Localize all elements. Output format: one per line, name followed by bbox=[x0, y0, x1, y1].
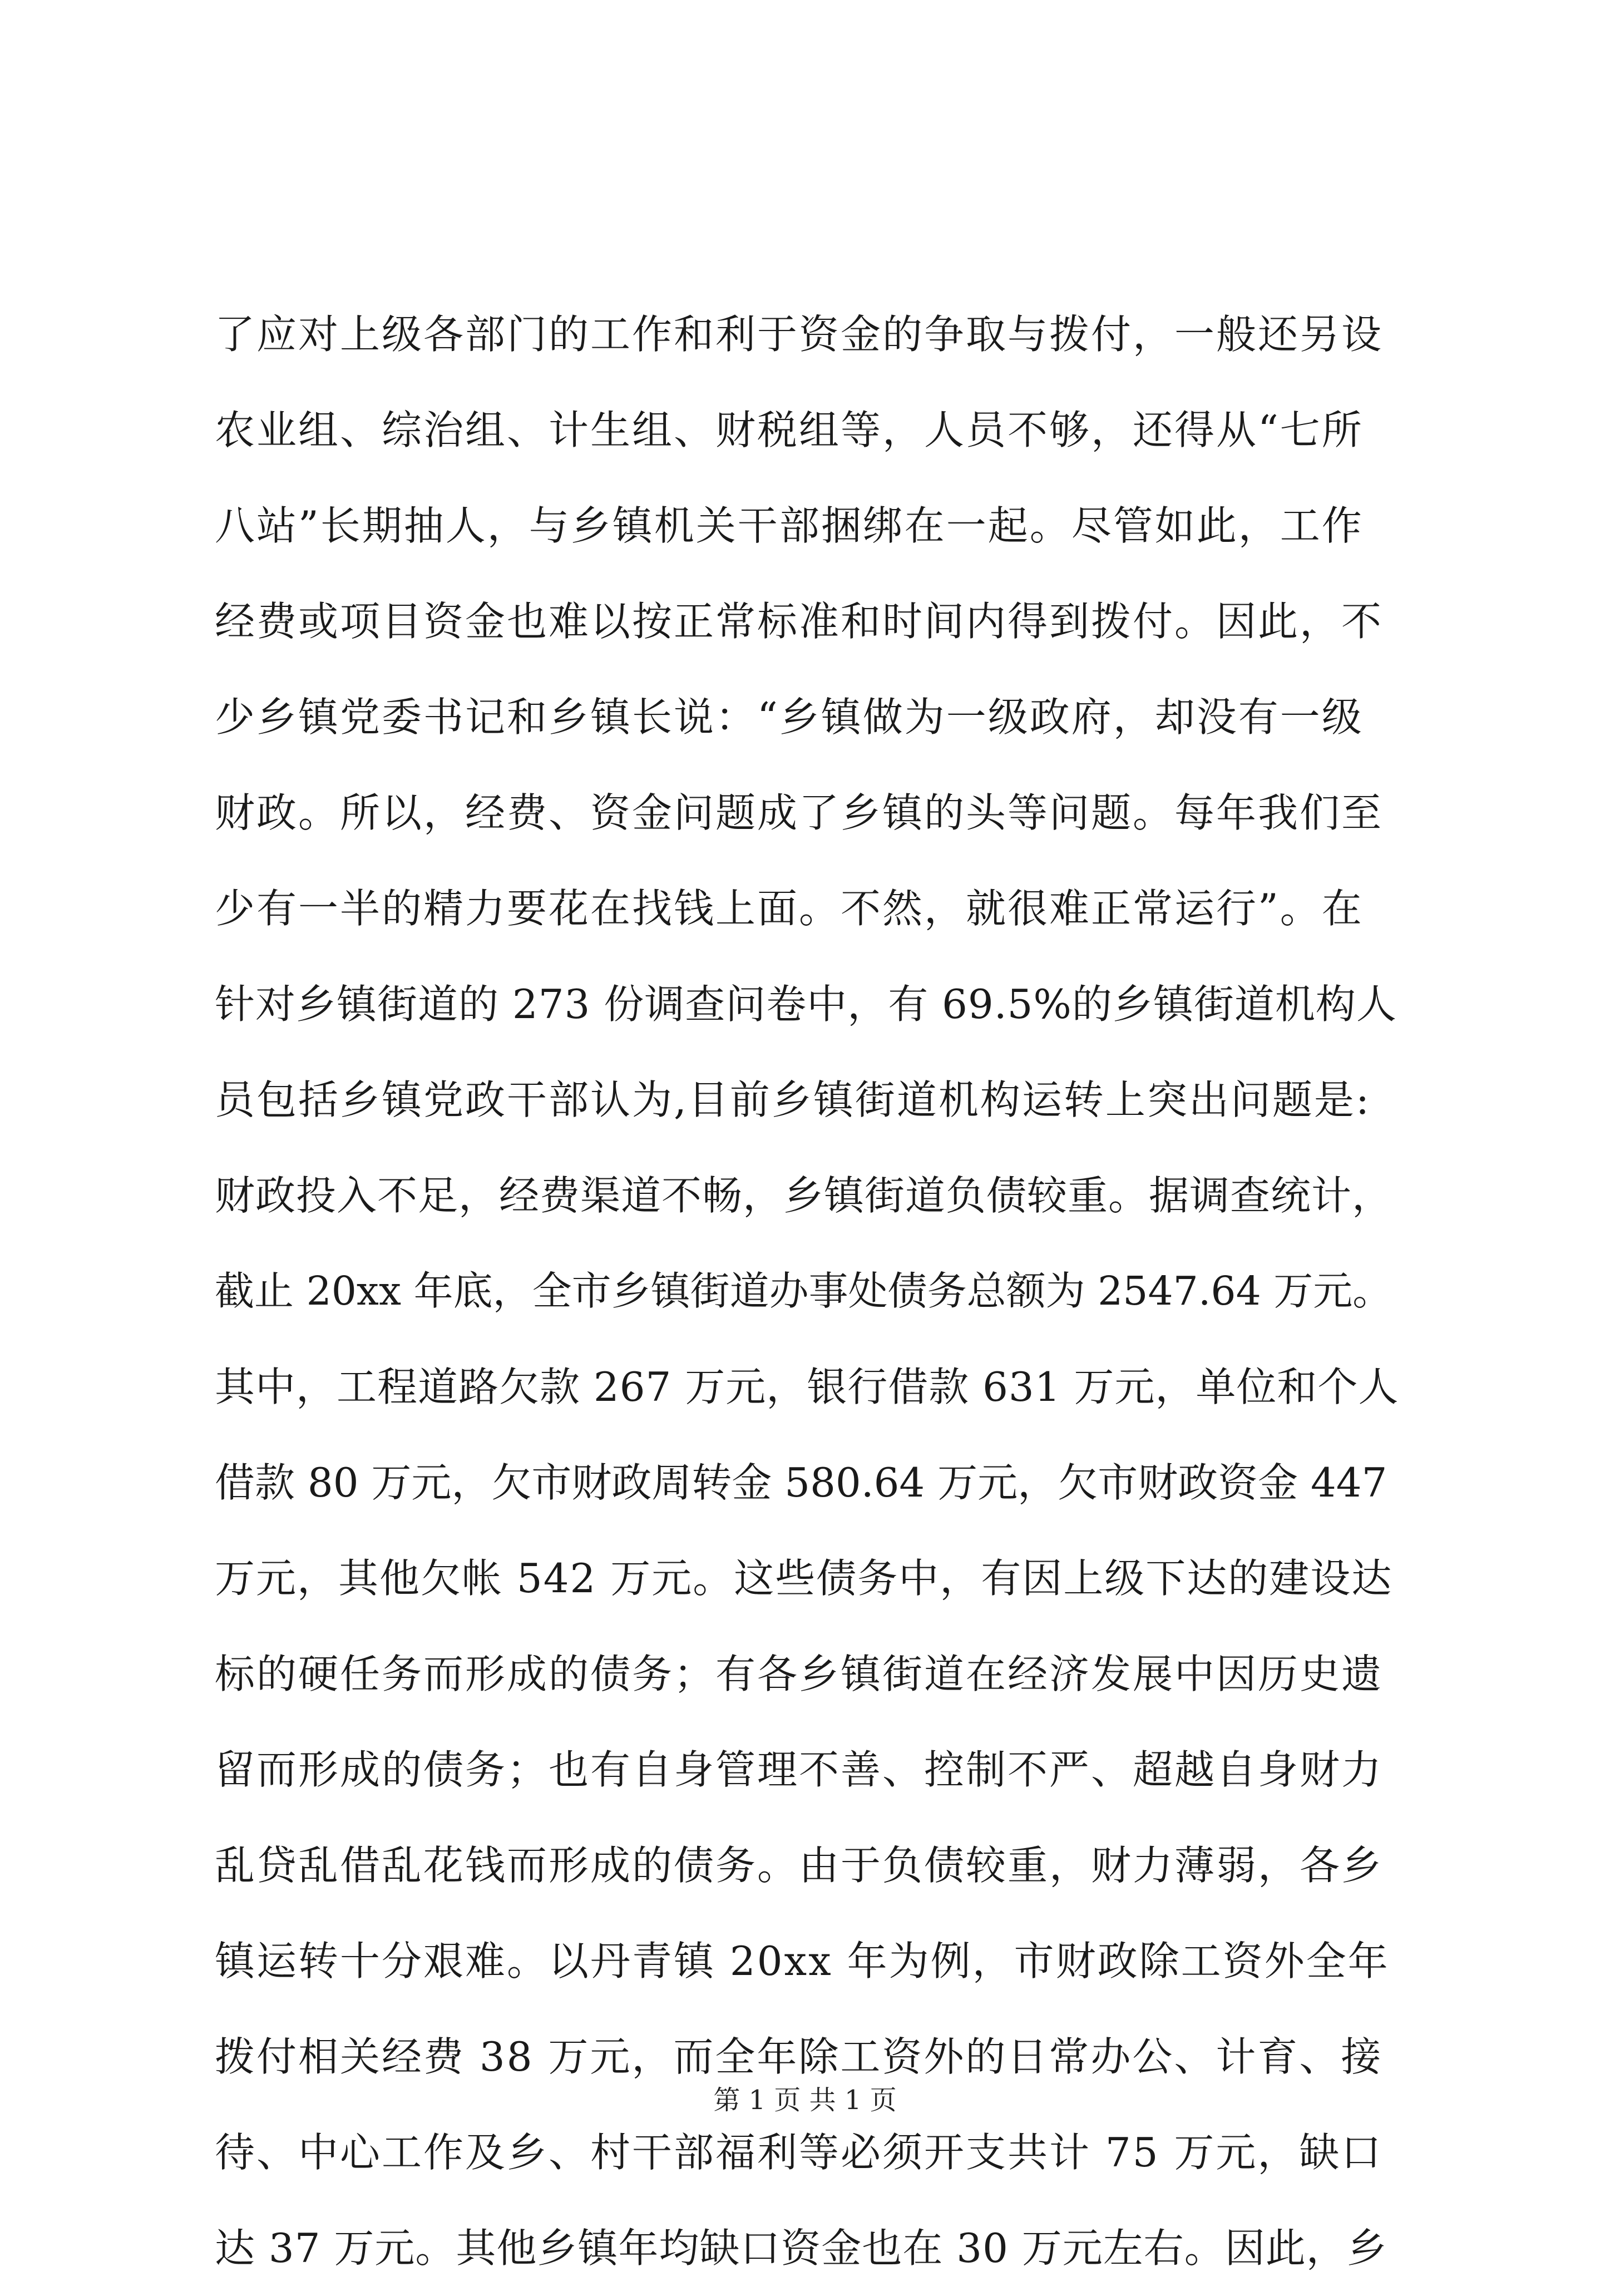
text-line: 镇运转十分艰难。以丹青镇 20xx 年为例，市财政除工资外全年 bbox=[215, 1938, 1390, 1984]
text-line: 待、中心工作及乡、村干部福利等必须开支共计 75 万元，缺口 bbox=[215, 2129, 1383, 2176]
text-line: 了应对上级各部门的工作和利于资金的争取与拨付，一般还另设 bbox=[215, 311, 1384, 358]
text-line: 达 37 万元。其他乡镇年均缺口资金也在 30 万元左右。因此，乡 bbox=[215, 2225, 1387, 2272]
text-line: 万元，其他欠帐 542 万元。这些债务中，有因上级下达的建设达 bbox=[215, 1555, 1393, 1602]
text-line: 财政投入不足，经费渠道不畅，乡镇街道负债较重。据调查统计， bbox=[215, 1172, 1393, 1219]
text-line: 标的硬任务而形成的债务；有各乡镇街道在经济发展中因历史遗 bbox=[215, 1651, 1384, 1697]
text-line: 乱贷乱借乱花钱而形成的债务。由于负债较重，财力薄弱，各乡 bbox=[215, 1842, 1384, 1889]
page-footer: 第 1 页 共 1 页 bbox=[713, 2085, 897, 2116]
text-line: 财政。所以，经费、资金问题成了乡镇的头等问题。每年我们至 bbox=[215, 789, 1384, 836]
text-line: 针对乡镇街道的 273 份调查问卷中，有 69.5%的乡镇街道机构人 bbox=[215, 981, 1397, 1028]
text-line: 留而形成的债务；也有自身管理不善、控制不严、超越自身财力 bbox=[215, 1746, 1384, 1793]
text-line: 借款 80 万元，欠市财政周转金 580.64 万元，欠市财政资金 447 bbox=[215, 1459, 1387, 1506]
text-line: 经费或项目资金也难以按正常标准和时间内得到拨付。因此，不 bbox=[215, 598, 1384, 645]
text-line: 少乡镇党委书记和乡镇长说：“乡镇做为一级政府，却没有一级 bbox=[215, 694, 1364, 740]
text-line: 截止 20xx 年底，全市乡镇街道办事处债务总额为 2547.64 万元。 bbox=[215, 1268, 1392, 1314]
text-line: 少有一半的精力要花在找钱上面。不然，就很难正常运行”。在 bbox=[215, 885, 1364, 932]
text-line: 拨付相关经费 38 万元，而全年除工资外的日常办公、计育、接 bbox=[215, 2033, 1383, 2080]
text-line: 八站”长期抽人，与乡镇机关干部捆绑在一起。尽管如此，工作 bbox=[215, 502, 1364, 549]
body-text bbox=[215, 287, 1405, 2296]
text-line: 其中，工程道路欠款 267 万元，银行借款 631 万元，单位和个人 bbox=[215, 1364, 1399, 1410]
text-line: 员包括乡镇党政干部认为,目前乡镇街道机构运转上突出问题是: bbox=[215, 1077, 1371, 1123]
text-line: 农业组、综治组、计生组、财税组等，人员不够，还得从“七所 bbox=[215, 407, 1364, 453]
